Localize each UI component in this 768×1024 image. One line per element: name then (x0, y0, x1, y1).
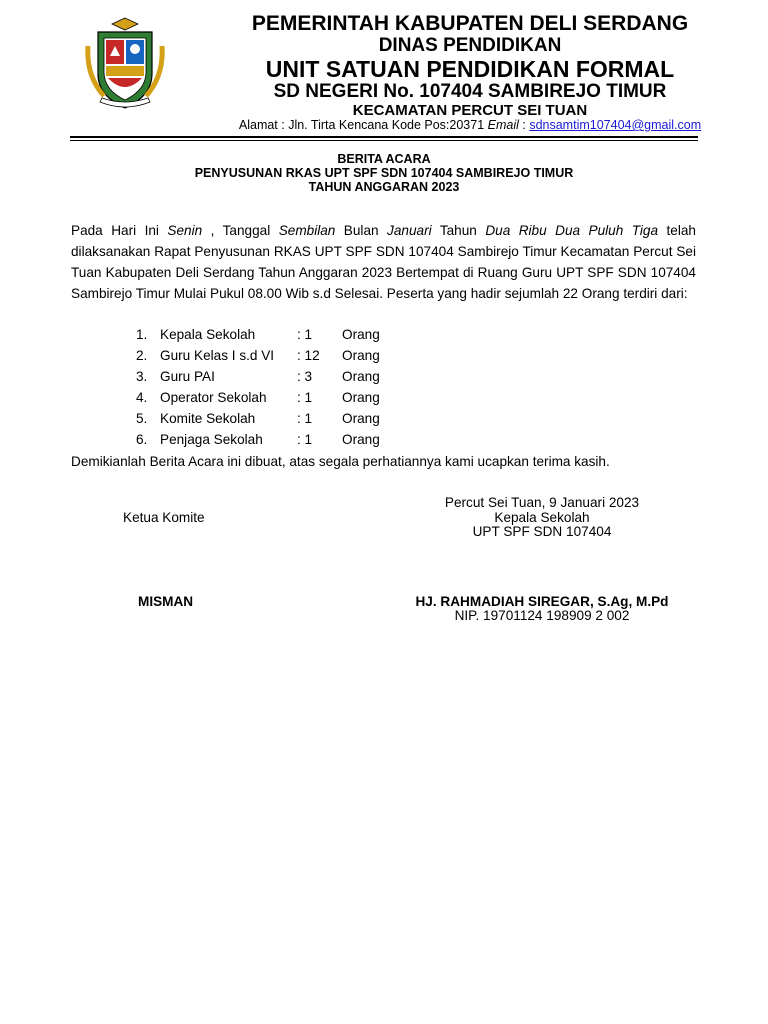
principal-name: HJ. RAHMADIAH SIREGAR, S.Ag, M.Pd (415, 594, 669, 609)
body-text: telah dilaksanakan Rapat Penyusunan RKAS UPT SPF SDN 107404 Sambirejo Timur Kecamatan Percut Sei Tuan Kabupaten Deli Serdang Tahun Anggaran 2023 Bertempat di Ruang Guru UPT SPF SDN 107404 Sambirejo Timur Mulai Pukul 08.00 Wib s.d Selesai. Peserta yang hadir sejumlah 22 Orang terdiri dari: (71, 223, 696, 301)
item-number: 1. (136, 327, 148, 342)
item-label: Operator Sekolah (160, 390, 267, 405)
body-text: , Tanggal (202, 223, 279, 238)
committee-title: Ketua Komite (123, 510, 205, 525)
item-unit: Orang (342, 411, 380, 426)
email-separator: : (518, 118, 530, 132)
item-number: 6. (136, 432, 148, 447)
item-label: Kepala Sekolah (160, 327, 256, 342)
doc-subtitle: PENYUSUNAN RKAS UPT SPF SDN 107404 SAMBIREJO TIMUR (194, 166, 574, 180)
item-count: : 12 (297, 348, 320, 363)
item-unit: Orang (342, 432, 380, 447)
letterhead-school: SD NEGERI No. 107404 SAMBIREJO TIMUR (273, 81, 667, 102)
item-count: : 1 (297, 390, 313, 405)
item-unit: Orang (342, 327, 380, 342)
body-text: Bulan (335, 223, 388, 238)
letterhead-unit: UNIT SATUAN PENDIDIKAN FORMAL (265, 56, 675, 82)
body-year: Dua Ribu Dua Puluh Tiga (485, 223, 659, 238)
doc-fiscal-year: TAHUN ANGGARAN 2023 (308, 180, 460, 194)
letterhead-address (180, 118, 760, 132)
item-count: : 1 (297, 411, 313, 426)
address-text: Alamat : Jln. Tirta Kencana Kode Pos:20371 (238, 118, 488, 132)
deli-serdang-emblem (84, 16, 166, 112)
item-count: : 1 (297, 432, 313, 447)
letterhead-government: PEMERINTAH KABUPATEN DELI SERDANG (251, 12, 689, 35)
body-paragraph (71, 220, 696, 304)
item-number: 5. (136, 411, 148, 426)
body-date: Sembilan (278, 223, 336, 238)
item-label: Komite Sekolah (160, 411, 256, 426)
item-unit: Orang (342, 369, 380, 384)
item-number: 4. (136, 390, 148, 405)
committee-name: MISMAN (138, 594, 194, 609)
body-text: Pada Hari Ini (71, 223, 168, 238)
email-label: Email (487, 118, 519, 132)
body-month: Januari (387, 223, 432, 238)
principal-school: UPT SPF SDN 107404 (472, 524, 612, 539)
item-unit: Orang (342, 390, 380, 405)
header-rule-thin (70, 140, 698, 141)
letterhead-department: DINAS PENDIDIKAN (378, 35, 562, 56)
item-label: Guru PAI (160, 369, 215, 384)
item-unit: Orang (342, 348, 380, 363)
closing-sentence: Demikianlah Berita Acara ini dibuat, atas segala perhatiannya kami ucapkan terima kasih. (71, 454, 610, 469)
body-text: Tahun (431, 223, 486, 238)
item-label: Guru Kelas I s.d VI (160, 348, 275, 363)
item-count: : 1 (297, 327, 313, 342)
item-count: : 3 (297, 369, 313, 384)
email-link[interactable]: sdnsamtim107404@gmail.com (529, 118, 702, 132)
letterhead-district: KECAMATAN PERCUT SEI TUAN (352, 102, 588, 119)
item-label: Penjaga Sekolah (160, 432, 263, 447)
doc-title: BERITA ACARA (337, 152, 431, 166)
item-number: 2. (136, 348, 148, 363)
header-rule-thick (70, 136, 698, 138)
body-day: Senin (167, 223, 203, 238)
principal-nip: NIP. 19701124 198909 2 002 (454, 608, 630, 623)
place-date: Percut Sei Tuan, 9 Januari 2023 (444, 495, 640, 510)
principal-title: Kepala Sekolah (494, 510, 590, 525)
item-number: 3. (136, 369, 148, 384)
